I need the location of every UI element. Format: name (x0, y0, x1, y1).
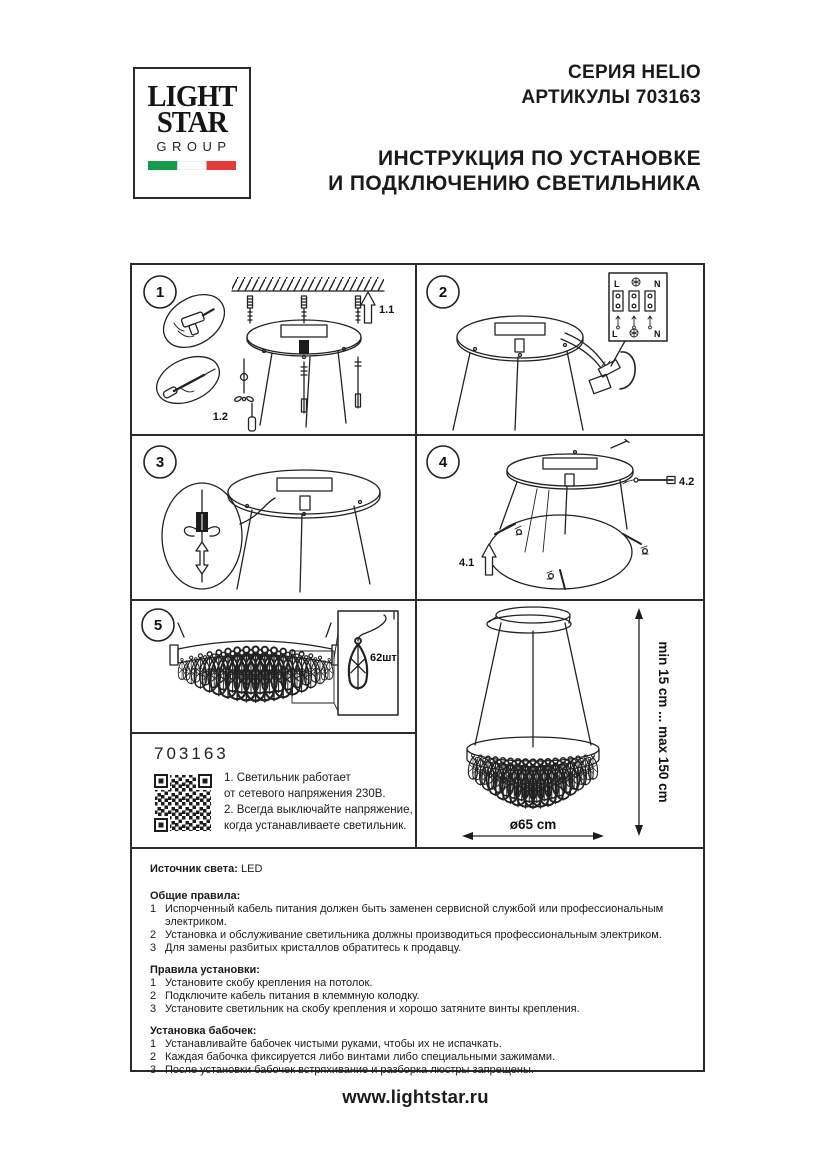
rule-item: 3 После установки бабочек встряхивание и разборка люстры запрещены. (150, 1064, 534, 1076)
wire-channel (525, 489, 549, 552)
rules-general (150, 890, 689, 955)
logo-word: STAR (156, 104, 228, 139)
rules-section (132, 847, 703, 1076)
suspension-rod (234, 359, 254, 402)
step-number: 1 (155, 284, 165, 301)
crystal-drops (178, 647, 333, 703)
rule-item: 3 Для замены разбитых кристаллов обратитесь к продавцу. (150, 942, 462, 954)
rule-item: 2 Подключите кабель питания в клеммную колодку. (150, 990, 420, 1002)
step4-diagram (415, 434, 703, 599)
qr-code (154, 774, 212, 832)
rule-item: 3 Установите светильник на скобу крепления и хорошо затяните винты крепления. (150, 1003, 580, 1015)
light-source-value: LED (241, 863, 263, 875)
mounting-ring (507, 440, 633, 490)
terminal-label: L (614, 279, 620, 289)
article-number: 703163 (154, 744, 229, 763)
doc-title-line2: И ПОДКЛЮЧЕНИЮ СВЕТИЛЬНИКА (328, 172, 701, 195)
cables (237, 506, 370, 592)
series-title: СЕРИЯ HELIO (567, 62, 701, 83)
diameter-dimension (462, 817, 604, 840)
height-dimension (635, 608, 671, 836)
step3-diagram (132, 434, 415, 599)
safety-notes (224, 770, 413, 834)
step-label: 1.2 (212, 411, 228, 423)
light-source (150, 863, 689, 876)
terminal-box-detail (609, 273, 667, 366)
step1-diagram (132, 265, 415, 434)
instruction-table (130, 263, 705, 1076)
rule-item: 1 Испорченный кабель питания должен быть заменен сервисной службой или профессиональным электриком. (150, 903, 664, 928)
crystal-drops (468, 754, 597, 809)
double-arrow-icon (196, 542, 208, 574)
section-heading: Установка бабочек: (150, 1025, 257, 1037)
wall-plug (248, 296, 253, 323)
doc-title-line1: ИНСТРУКЦИЯ ПО УСТАНОВКЕ (377, 147, 701, 170)
screwdriver-detail (149, 347, 226, 412)
logo-word: GROUP (156, 139, 232, 154)
step2-diagram (415, 265, 703, 434)
dimensions-diagram (415, 599, 703, 847)
rules-butterflies (150, 1025, 689, 1077)
header (328, 60, 701, 196)
arrow-up-icon (361, 292, 375, 323)
step-number: 3 (155, 454, 165, 471)
mounting-ring (228, 470, 380, 518)
long-screw (301, 362, 307, 413)
suspension-cables (475, 623, 591, 747)
crystal-count: 62шт (370, 652, 397, 664)
height-range-label: min 15 cm ... max 150 cm (656, 641, 671, 803)
footer-website: www.lightstar.ru (342, 1086, 489, 1107)
note-line: когда устанавливаете светильник. (224, 820, 407, 832)
note-line: от сетевого напряжения 230В. (224, 788, 386, 800)
diameter-label: ø65 cm (509, 817, 557, 832)
mounting-ring (457, 316, 583, 361)
note-line: 2. Всегда выключайте напряжение, (224, 804, 413, 816)
crystal-detail-box (338, 611, 398, 715)
wall-plug (302, 296, 307, 323)
light-source-label: Источник света: (150, 863, 238, 875)
wall-plug (356, 296, 361, 323)
rule-item: 1 Установите скобу крепления на потолок. (150, 977, 373, 989)
rules-installation (150, 964, 689, 1016)
clip-hand-icon (623, 534, 648, 554)
cables (260, 351, 346, 427)
step-label: 1.1 (379, 304, 395, 316)
step-number: 5 (153, 617, 163, 634)
ceiling-hatch (232, 277, 384, 291)
mounting-ring (247, 320, 361, 359)
step-label: 4.1 (459, 557, 475, 569)
step-number: 2 (438, 284, 448, 301)
cable-grip-detail (162, 483, 275, 589)
cables (453, 351, 583, 430)
section-heading: Правила установки: (150, 964, 260, 976)
note-line: 1. Светильник работает (224, 772, 351, 784)
logo-word: LIGHT (147, 78, 237, 113)
clip-hand-icon (547, 570, 565, 589)
screwdriver-icon (249, 403, 256, 431)
lightstar-logo (133, 67, 251, 199)
terminal-label: L (612, 329, 618, 339)
rule-item: 2 Установка и обслуживание светильника должны производиться профессиональным электриком. (150, 929, 662, 941)
terminal-label: N (654, 329, 661, 339)
rule-item: 1 Устанавливайте бабочек чистыми руками, чтобы их не испачкать. (150, 1038, 502, 1050)
rule-item: 2 Каждая бабочка фиксируется либо винтами либо специальными зажимами. (150, 1051, 556, 1063)
arrow-up-icon (482, 544, 496, 575)
qr-block (132, 732, 415, 847)
step-label: 4.2 (679, 476, 695, 488)
step-number: 4 (438, 454, 448, 471)
italian-flag-icon (148, 161, 236, 170)
section-heading: Общие правила: (150, 890, 241, 902)
cables (500, 480, 627, 534)
article-number: АРТИКУЛЫ 703163 (521, 87, 701, 108)
terminal-label: N (654, 279, 661, 289)
long-screw (355, 357, 361, 408)
step5-diagram (132, 599, 415, 732)
